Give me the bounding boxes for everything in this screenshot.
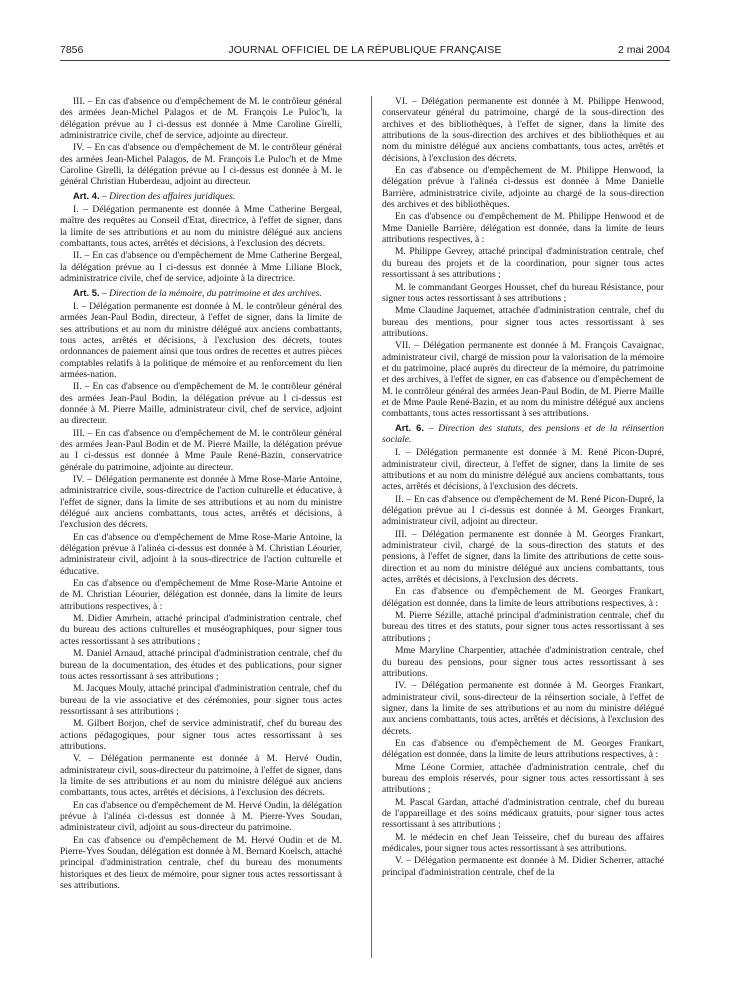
paragraph: M. Pierre Sézille, attaché principal d'administration centrale, chef du bureau des titres et des statuts, pour signer tous actes ressortissant à ses attributions ;	[382, 610, 664, 644]
paragraph: En cas d'absence ou d'empêchement de M. Philippe Henwood, la délégation prévue à l'alinéa ci-dessus est donnée à Mme Danielle Barrière, administratrice civile, adjointe au chargé de la sous-direction des archives et des bibliothèques.	[382, 165, 664, 211]
page-number: 7856	[60, 44, 84, 56]
paragraph: M. le commandant Georges Housset, chef du bureau Résistance, pour signer tous actes ressortissant à ses attributions ;	[382, 281, 664, 304]
right-column	[382, 96, 664, 879]
paragraph: II. – En cas d'absence ou d'empêchement de M. le contrôleur général des armées Jean-Paul Bodin, la délégation prévue au I ci-dessus est donnée à M. Pierre Maille, administrateur civil, chef de service, adjoint au directeur.	[60, 381, 342, 427]
paragraph: En cas d'absence ou d'empêchement de M. Philippe Henwood et de Mme Danielle Barrière, délégation est donnée, dans la limite de leurs attributions respectives, à :	[382, 211, 664, 246]
paragraph: II. – En cas d'absence ou d'empêchement de M. René Picon-Dupré, la délégation prévue au I ci-dessus est donnée à M. Georges Frankart, administrateur civil, adjoint au directeur.	[382, 493, 664, 528]
article-heading: Art. 5. – Direction de la mémoire, du patrimoine et des archives.	[73, 286, 322, 299]
article-title: Direction des affaires juridiques.	[109, 190, 236, 202]
article-heading: Art. 4. – Direction des affaires juridiques.	[73, 189, 236, 202]
paragraph: M. Philippe Gevrey, attaché principal d'administration centrale, chef du bureau des projets et de la coordination, pour signer tous actes ressortissant à ses attributions ;	[382, 246, 664, 281]
article-title: Direction de la mémoire, du patrimoine et des archives.	[109, 287, 322, 299]
publication-date: 2 mai 2004	[618, 44, 670, 56]
paragraph: M. Daniel Arnaud, attaché principal d'administration centrale, chef du bureau de la documentation, des études et des publications, pour signer tous actes ressortissant à ses attributions ;	[60, 648, 342, 682]
paragraph: M. le médecin en chef Jean Teisseire, chef du bureau des affaires médicales, pour signer tous actes ressortissant à ses attributions.	[382, 831, 664, 854]
paragraph: IV. – Délégation permanente est donnée à Mme Rose-Marie Antoine, administratrice civile, sous-directrice de l'action culturelle et éducative, à l'effet de signer, dans la limite de ses attributions et au nom du ministre délégué aux anciens combattants, tous actes, arrêtés et décisions, à l'exclusion des décrets.	[60, 474, 342, 531]
paragraph: M. Gilbert Borjon, chef de service administratif, chef du bureau des actions pédagogiques, pour signer tous actes ressortissant à ses attributions.	[60, 718, 342, 752]
paragraph: En cas d'absence ou d'empêchement de M. Georges Frankart, délégation est donnée, dans la limite de leurs attributions respectives, à :	[382, 586, 664, 609]
left-column	[60, 96, 342, 892]
paragraph: IV. – Délégation permanente est donnée à M. Georges Frankart, administrateur civil, sous-directeur de la réinsertion sociale, à l'effet de signer, dans la limite de ses attributions et au nom du ministre délégué aux anciens combattants, tous actes, arrêtés et décisions, à l'exclusion des décrets.	[382, 680, 664, 737]
paragraph: VII. – Délégation permanente est donnée à M. François Cavaignac, administrateur civil, chargé de mission pour la valorisation de la mémoire et du patrimoine, placé auprès du directeur de la mémoire, du patrimoine et des archives, à l'effet de signer, en cas d'absence ou d'empêchement de M. le contrôleur général des armées Jean-Paul Bodin, de M. Pierre Maille et de Mme Paule René-Bazin, et au nom du ministre délégué aux anciens combattants, tous actes ressortissant à ses attributions.	[382, 340, 664, 420]
article-heading: Art. 6. – Direction des statuts, des pensions et de la réinsertion sociale.	[382, 421, 664, 445]
paragraph: En cas d'absence ou d'empêchement de M. Hervé Oudin et de M. Pierre-Yves Soudan, délégation est donnée à M. Bernard Koelsch, attaché principal d'administration centrale, chef du bureau des monuments historiques et des lieux de mémoire, pour signer tous actes ressortissant à ses attributions.	[60, 834, 342, 892]
paragraph: En cas d'absence ou d'empêchement de M. Georges Frankart, délégation est donnée, dans la limite de leurs attributions respectives, à :	[382, 737, 664, 761]
paragraph: II. – En cas d'absence ou d'empêchement de Mme Catherine Bergeal, la délégation prévue au I ci-dessus est donnée à Mme Liliane Block, administratrice civile, chef de service, adjointe à la directrice.	[60, 250, 342, 285]
paragraph: III. – En cas d'absence ou d'empêchement de M. le contrôleur général des armées Jean-Michel Palagos et de M. François Le Puloc'h, la délégation prévue au I ci-dessus est donnée à Mme Caroline Girelli, administratrice civile, chef de service, adjointe au directeur.	[60, 96, 342, 142]
paragraph: Mme Claudine Jaquemet, attachée d'administration centrale, chef du bureau des mentions, pour signer tous actes ressortissant à ses attributions.	[382, 305, 664, 339]
header-rule	[60, 60, 670, 61]
paragraph: I. – Délégation permanente est donnée à M. René Picon-Dupré, administrateur civil, directeur, à l'effet de signer, dans la limite de ses attributions et au nom du ministre délégué aux anciens combattants, tous actes, arrêtés et décisions, à l'exclusion des décrets.	[382, 447, 664, 493]
paragraph: VI. – Délégation permanente est donnée à M. Philippe Henwood, conservateur général du patrimoine, chargé de la sous-direction des archives et des bibliothèques, à l'effet de signer, dans la limite des attributions de la sous-direction des archives et des bibliothèques et au nom du ministre délégué aux anciens combattants, tous actes, arrêtés et décisions, à l'exclusion des décrets.	[382, 96, 664, 164]
paragraph: En cas d'absence ou d'empêchement de M. Hervé Oudin, la délégation prévue à l'alinéa ci-dessus est donnée à M. Pierre-Yves Soudan, administrateur civil, adjoint au sous-directeur du patrimoine.	[60, 799, 342, 834]
paragraph: V. – Délégation permanente est donnée à M. Hervé Oudin, administrateur civil, sous-directeur du patrimoine, à l'effet de signer, dans la limite de ses attributions et au nom du ministre délégué aux anciens combattants, tous actes, arrêtés et décisions, à l'exclusion des décrets.	[60, 753, 342, 799]
article-label: Art. 4.	[73, 189, 100, 201]
article-label: Art. 6.	[395, 421, 424, 433]
article-label: Art. 5.	[73, 286, 100, 298]
paragraph: III. – Délégation permanente est donnée à M. Georges Frankart, administrateur civil, chargé de la sous-direction des statuts et des pensions, à l'effet de signer, dans la limite des attributions de cette sous-direction et au nom du ministre délégué aux anciens combattants, tous actes, arrêtés et décisions, à l'exclusion des décrets.	[382, 528, 664, 586]
paragraph: M. Jacques Mouly, attaché principal d'administration centrale, chef du bureau de la vie associative et des cérémonies, pour signer tous actes ressortissant à ses attributions ;	[60, 683, 342, 717]
paragraph: En cas d'absence ou d'empêchement de Mme Rose-Marie Antoine et de M. Christian Léourier, délégation est donnée, dans la limite de leurs attributions respectives, à :	[60, 578, 342, 612]
page-header	[60, 44, 670, 58]
paragraph: I. – Délégation permanente est donnée à Mme Catherine Bergeal, maître des requêtes au Conseil d'Etat, directrice, à l'effet de signer, dans la limite de ses attributions et au nom du ministre délégué aux anciens combattants, tous actes, arrêtés et décisions, à l'exclusion des décrets.	[60, 204, 342, 250]
paragraph: Mme Léone Cormier, attachée d'administration centrale, chef du bureau des emplois réservés, pour signer tous actes ressortissant à ses attributions ;	[382, 761, 664, 796]
paragraph: Mme Maryline Charpentier, attachée d'administration centrale, chef du bureau des pensions, pour signer tous actes ressortissant à ses attributions.	[382, 645, 664, 679]
paragraph: I. – Délégation permanente est donnée à M. le contrôleur général des armées Jean-Paul Bodin, directeur, à l'effet de signer, dans la limite de ses attributions et au nom du ministre délégué aux anciens combattants, tous actes, arrêtés et décisions, à l'exclusion des décrets, toutes ordonnances de paiement ainsi que tous ordres de recettes et autres pièces comptables relatifs à la politique de mémoire et au renforcement du lien armées-nation.	[60, 300, 342, 380]
article-title: Direction des statuts, des pensions et de la réinsertion sociale.	[382, 422, 664, 445]
paragraph: M. Didier Amrhein, attaché principal d'administration centrale, chef du bureau des actions culturelles et muséographiques, pour signer tous actes ressortissant à ses attributions ;	[60, 613, 342, 647]
journal-title: JOURNAL OFFICIEL DE LA RÉPUBLIQUE FRANÇAISE	[228, 44, 502, 56]
paragraph: IV. – En cas d'absence ou d'empêchement de M. le contrôleur général des armées Jean-Michel Palagos, de M. François Le Puloc'h et de Mme Caroline Girelli, la délégation prévue au I ci-dessus est donnée à M. le général Christian Huberdeau, adjoint au directeur.	[60, 142, 342, 188]
paragraph: V. – Délégation permanente est donnée à M. Didier Scherrer, attaché principal d'administration centrale, chef de la	[382, 855, 664, 878]
paragraph: M. Pascal Gardan, attaché d'administration centrale, chef du bureau de l'appareillage et des soins médicaux gratuits, pour signer tous actes ressortissant à ses attributions ;	[382, 796, 664, 831]
column-divider	[371, 96, 372, 958]
paragraph: En cas d'absence ou d'empêchement de Mme Rose-Marie Antoine, la délégation prévue à l'alinéa ci-dessus est donnée à M. Christian Léourier, administrateur civil, adjoint à la sous-directrice de l'action culturelle et éducative.	[60, 531, 342, 577]
paragraph: III. – En cas d'absence ou d'empêchement de M. le contrôleur général des armées Jean-Paul Bodin et de M. Pierre Maille, la délégation prévue au I ci-dessus est donnée à Mme Paule René-Bazin, conservatrice générale du patrimoine, adjointe au directeur.	[60, 427, 342, 473]
